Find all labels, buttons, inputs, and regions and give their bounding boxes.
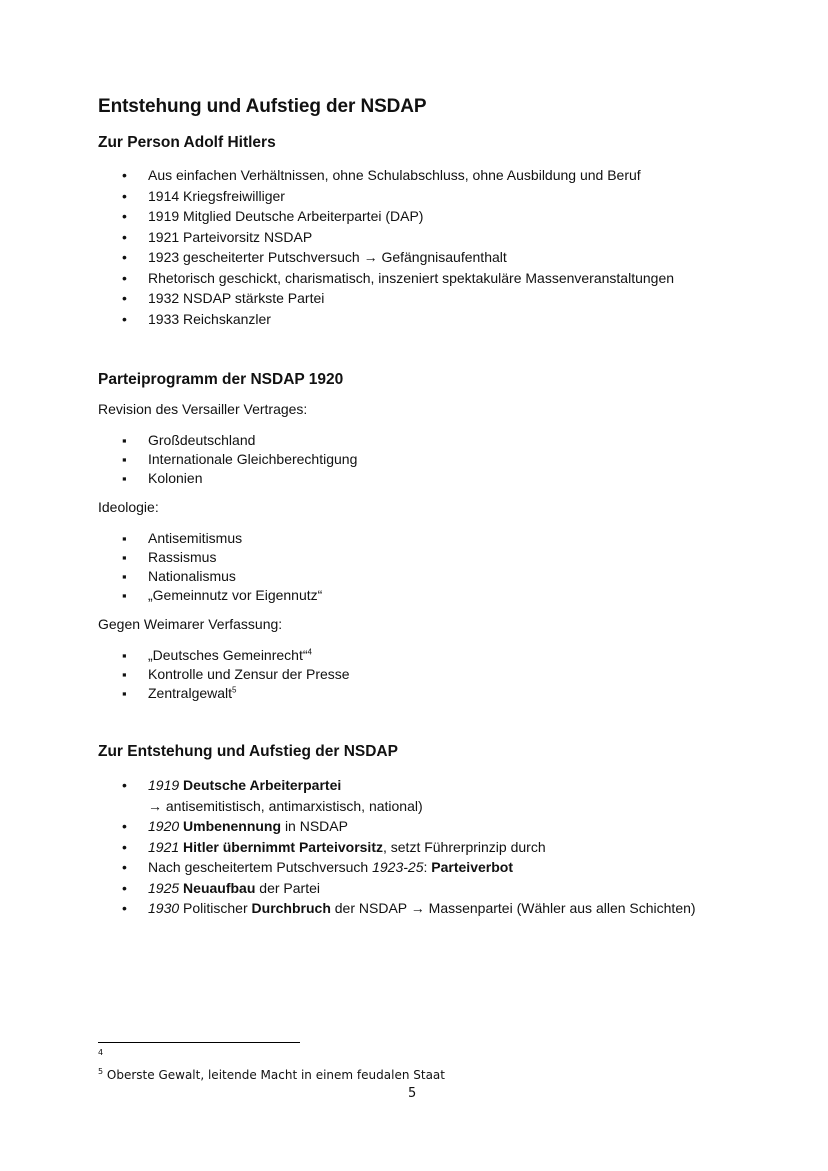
list-item: ▪ Rassismus: [122, 548, 322, 567]
list-item: • 1921 Parteivorsitz NSDAP: [122, 227, 674, 248]
bullet-icon: [122, 857, 134, 878]
list-item: • Rhetorisch geschickt, charismatisch, inszeniert spektakuläre Massenveranstaltungen: [122, 268, 674, 289]
square-bullet-icon: [122, 586, 134, 605]
list-item: ▪ „Gemeinnutz vor Eigennutz“: [122, 586, 322, 605]
bullet-icon: [122, 206, 134, 227]
bullet-icon: [122, 186, 134, 207]
entstehung-list: [122, 775, 696, 919]
list-item: • Nach gescheitertem Putschversuch 1923-25: Parteiverbot: [122, 857, 696, 878]
list-item: • 1920 Umbenennung in NSDAP: [122, 816, 696, 837]
ideologie-list: [122, 529, 322, 605]
page-title: Entstehung und Aufstieg der NSDAP: [98, 96, 427, 117]
list-item: • 1933 Reichskanzler: [122, 309, 674, 330]
footnote-divider: [98, 1042, 300, 1043]
list-item: • Aus einfachen Verhältnissen, ohne Schulabschluss, ohne Ausbildung und Beruf: [122, 165, 674, 186]
square-bullet-icon: [122, 665, 134, 684]
bullet-icon: [122, 309, 134, 330]
list-item: ▪ Antisemitismus: [122, 529, 322, 548]
list-item: • 1914 Kriegsfreiwilliger: [122, 186, 674, 207]
list-item: ▪ Nationalismus: [122, 567, 322, 586]
weimar-label: Gegen Weimarer Verfassung:: [98, 616, 283, 632]
list-item: ▪ Kolonien: [122, 469, 357, 488]
square-bullet-icon: [122, 567, 134, 586]
bullet-icon: [122, 775, 134, 796]
list-item: • 1919 Deutsche Arbeiterpartei: [122, 775, 696, 796]
bullet-icon: [122, 898, 134, 919]
list-item: • 1932 NSDAP stärkste Partei: [122, 288, 674, 309]
section-heading-parteiprogramm: Parteiprogramm der NSDAP 1920: [98, 371, 344, 388]
section-heading-entstehung: Zur Entstehung und Aufstieg der NSDAP: [98, 743, 398, 760]
bullet-icon: [122, 837, 134, 858]
person-list: [122, 165, 674, 329]
square-bullet-icon: [122, 529, 134, 548]
square-bullet-icon: [122, 684, 134, 703]
ideologie-label: Ideologie:: [98, 499, 159, 515]
list-item: ▪ Kontrolle und Zensur der Presse: [122, 665, 350, 684]
list-item-continuation: → antisemitistisch, antimarxistisch, national): [148, 797, 423, 814]
bullet-icon: [122, 878, 134, 899]
list-item: • 1930 Politischer Durchbruch der NSDAP → Massenpartei (Wähler aus allen Schichten): [122, 898, 696, 919]
square-bullet-icon: [122, 548, 134, 567]
list-item: ▪ Internationale Gleichberechtigung: [122, 450, 357, 469]
footnote-ref: 4: [307, 647, 312, 657]
revision-label: Revision des Versailler Vertrages:: [98, 401, 308, 417]
list-item: ▪ Großdeutschland: [122, 431, 357, 450]
weimar-list: [122, 646, 350, 703]
square-bullet-icon: [122, 431, 134, 450]
bullet-icon: [122, 247, 134, 268]
bullet-icon: [122, 288, 134, 309]
revision-list: [122, 431, 357, 488]
list-item: • 1923 gescheiterter Putschversuch → Gefängnisaufenthalt: [122, 247, 674, 268]
section-heading-person: Zur Person Adolf Hitlers: [98, 134, 276, 151]
page-number: 5: [408, 1086, 417, 1101]
bullet-icon: [122, 816, 134, 837]
list-item: ▪ „Deutsches Gemeinrecht“$^4$: [122, 646, 350, 665]
square-bullet-icon: [122, 469, 134, 488]
footnote-5: $^5$ Oberste Gewalt, leitende Macht in einem feudalen Staat: [98, 1067, 445, 1082]
list-item: ▪ Zentralgewalt$^5$: [122, 684, 350, 703]
square-bullet-icon: [122, 646, 134, 665]
bullet-icon: [122, 165, 134, 186]
footnote-4: 4: [98, 1048, 104, 1057]
list-item: • 1925 Neuaufbau der Partei: [122, 878, 696, 899]
bullet-icon: [122, 268, 134, 289]
bullet-icon: [122, 227, 134, 248]
list-item: • 1921 Hitler übernimmt Parteivorsitz, setzt Führerprinzip durch: [122, 837, 696, 858]
list-item: • 1919 Mitglied Deutsche Arbeiterpartei (DAP): [122, 206, 674, 227]
square-bullet-icon: [122, 450, 134, 469]
footnote-ref: 5: [232, 685, 237, 695]
